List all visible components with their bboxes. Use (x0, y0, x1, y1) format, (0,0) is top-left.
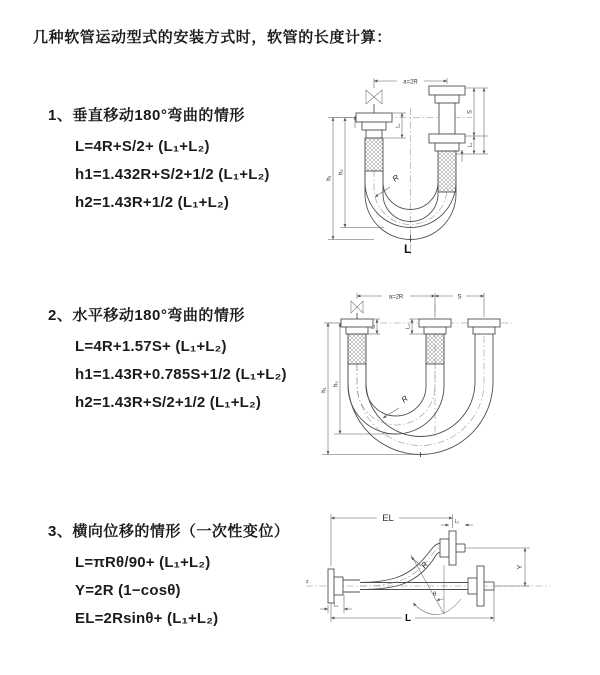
formula-l: L=4R+S/2+ (L₁+L₂) (75, 138, 210, 155)
formula-h1: h1=1.432R+S/2+1/2 (L₁+L₂) (75, 166, 270, 183)
formula-el: EL=2Rsinθ+ (L₁+L₂) (75, 610, 219, 627)
dim-label-h2: h₂ (338, 169, 345, 175)
diagram-lateral-displacement (298, 506, 590, 642)
braided-hose-section (365, 138, 383, 171)
middle-pipe-assembly (419, 319, 451, 364)
length-label: L (404, 242, 412, 256)
dim-label-s: S (467, 109, 474, 115)
section-1-heading: 1、垂直移动180°弯曲的情形 (48, 107, 245, 124)
dimensions (327, 77, 489, 257)
valve-icon (351, 301, 363, 313)
dim-label-l1: L₁ (370, 324, 377, 329)
dim-label-a2r: a=2R (388, 294, 404, 301)
section-2-heading: 2、水平移动180°弯曲的情形 (48, 307, 245, 324)
braided-hose-section (348, 334, 366, 364)
dim-label-l1: L₁ (395, 123, 402, 128)
hose-position-2 (348, 334, 493, 457)
diagram-horizontal-u-bend (312, 286, 592, 458)
valve-icon (366, 90, 382, 104)
dim-label-a2r: a=2R (403, 79, 418, 86)
dim-label-l2: L₂ (454, 519, 460, 525)
formula-l: L=πRθ/90+ (L₁+L₂) (75, 554, 211, 571)
diagram-vertical-u-bend (312, 70, 592, 262)
section-3 (48, 522, 289, 638)
section-1 (48, 106, 270, 222)
dim-label-h1: h₁ (321, 387, 328, 393)
dim-label-s: S (457, 294, 462, 301)
dim-label-l2: L₂ (467, 142, 474, 148)
formula-h2: h2=1.43R+1/2 (L₁+L₂) (75, 194, 230, 211)
right-pipe-assembly (468, 319, 500, 334)
braided-hose-section (438, 151, 456, 192)
radius-label: R (419, 560, 430, 571)
braided-hose-section (426, 334, 444, 364)
displaced-hose-position (360, 531, 465, 590)
radius-label: R (390, 172, 401, 184)
right-pipe-assembly (429, 86, 465, 192)
left-pipe-assembly (341, 301, 373, 364)
formula-h2: h2=1.43R+S/2+1/2 (L₁+L₂) (75, 394, 262, 411)
formula-l: L=4R+1.57S+ (L₁+L₂) (75, 338, 227, 355)
angle-label: θ (433, 592, 437, 598)
dim-label-l2: L₂ (405, 324, 412, 329)
dim-label-l1: L₁ (333, 602, 339, 609)
dimensions (322, 292, 485, 455)
centerline-mark: z (306, 579, 309, 585)
dim-label-h1: h₁ (326, 175, 333, 181)
dim-label-y: Y (517, 564, 524, 570)
section-3-heading: 3、横向位移的情形（一次性变位） (48, 523, 290, 540)
left-pipe-assembly (356, 90, 392, 171)
section-2 (48, 306, 287, 422)
formula-y: Y=2R (1−cosθ) (75, 582, 181, 599)
radius-label: R (399, 393, 410, 405)
dim-label-el: EL (382, 513, 394, 525)
hose-position-1 (348, 364, 444, 434)
dim-label-h2: h₂ (333, 381, 340, 387)
page-title: 几种软管运动型式的安装方式时，软管的长度计算： (33, 29, 392, 46)
length-label: L (404, 613, 412, 624)
formula-h1: h1=1.43R+0.785S+1/2 (L₁+L₂) (75, 366, 287, 383)
